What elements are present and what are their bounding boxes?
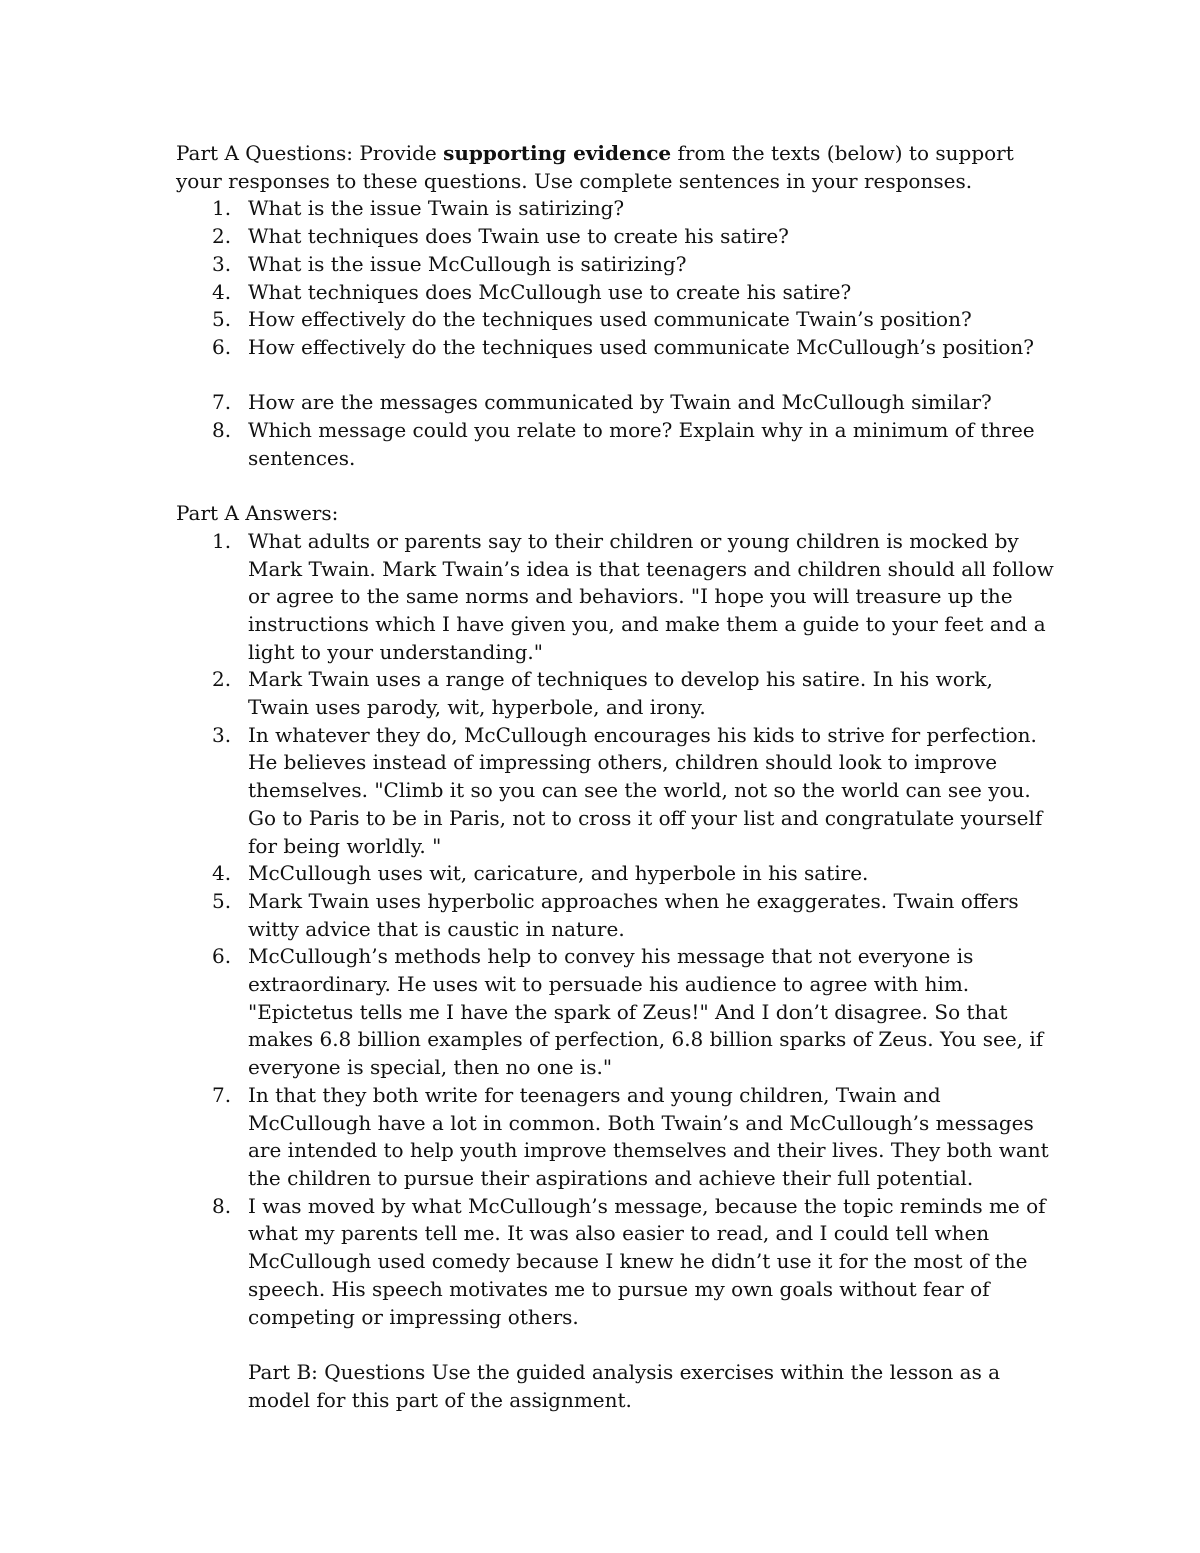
answer-text: Mark Twain uses hyperbolic approaches when he exaggerates. Twain offers witty advice that is caustic in nature. xyxy=(248,888,1019,941)
answer-text: McCullough uses wit, caricature, and hyperbole in his satire. xyxy=(248,861,869,886)
question-text: What is the issue Twain is satirizing? xyxy=(248,196,625,221)
question-text: How effectively do the techniques used communicate McCullough’s position? xyxy=(248,334,1034,359)
question-item xyxy=(176,251,1056,279)
intro-text-start: Part A Questions: Provide xyxy=(176,141,444,165)
question-text: What is the issue McCullough is satirizing? xyxy=(248,251,687,276)
answer-text: McCullough’s methods help to convey his message that not everyone is extraordinary. He uses wit to persuade his audience to agree with him. "Epictetus tells me I have the spark of Zeus!" And I don’t disagree. So that makes 6.8 billion examples of perfection, 6.8 billion sparks of Zeus. You see, if everyone is special, then no one is." xyxy=(248,944,1044,1080)
answer-item xyxy=(176,1193,1056,1332)
answer-text: In whatever they do, McCullough encourages his kids to strive for perfection. He believes instead of impressing others, children should look to improve themselves. "Climb it so you can see the world, not so the world can see you. Go to Paris to be in Paris, not to cross it off your list and congratulate yourself for being worldly. " xyxy=(248,722,1043,858)
part-a-answers-list xyxy=(176,528,1056,1331)
answer-item xyxy=(176,666,1056,721)
question-text: How effectively do the techniques used communicate Twain’s position? xyxy=(248,307,972,332)
question-text: What techniques does Twain use to create his satire? xyxy=(248,224,789,249)
section-spacer xyxy=(176,472,1056,500)
answer-item xyxy=(176,860,1056,888)
answer-number: 1. xyxy=(212,528,232,553)
part-a-questions-list xyxy=(176,195,1056,361)
intro-bold-text: supporting evidence xyxy=(443,141,672,165)
answer-item xyxy=(176,1082,1056,1193)
question-number: 1. xyxy=(212,196,232,221)
answer-item xyxy=(176,722,1056,861)
question-number: 3. xyxy=(212,251,232,276)
answer-number: 8. xyxy=(212,1193,232,1218)
question-text: What techniques does McCullough use to create his satire? xyxy=(248,279,852,304)
answer-text: I was moved by what McCullough’s message, because the topic reminds me of what my parents tell me. It was also easier to read, and I could tell when McCullough used comedy because I knew he didn’t use it for the most of the speech. His speech motivates me to pursue my own goals without fear of competing or impressing others. xyxy=(248,1193,1046,1329)
question-text: How are the messages communicated by Twain and McCullough similar? xyxy=(248,390,992,415)
answer-number: 6. xyxy=(212,944,232,969)
part-a-questions-intro xyxy=(176,140,1056,195)
answer-number: 2. xyxy=(212,667,232,692)
question-item xyxy=(176,195,1056,223)
answer-number: 5. xyxy=(212,888,232,913)
question-number: 4. xyxy=(212,279,232,304)
question-item xyxy=(176,417,1056,472)
answer-item xyxy=(176,528,1056,667)
question-number: 2. xyxy=(212,224,232,249)
question-item xyxy=(176,334,1056,362)
answer-number: 4. xyxy=(212,861,232,886)
question-item xyxy=(176,223,1056,251)
question-item xyxy=(176,306,1056,334)
list-spacer xyxy=(176,362,1056,390)
answer-number: 3. xyxy=(212,722,232,747)
answer-text: What adults or parents say to their children or young children is mocked by Mark Twain. Mark Twain’s idea is that teenagers and children should all follow or agree to the same norms and behaviors. "I hope you will treasure up the instructions which I have given you, and make them a guide to your feet and a light to your understanding." xyxy=(248,528,1054,664)
answer-number: 7. xyxy=(212,1082,232,1107)
part-a-questions-list-continued xyxy=(176,389,1056,472)
question-number: 8. xyxy=(212,418,232,443)
question-item xyxy=(176,389,1056,417)
question-number: 5. xyxy=(212,307,232,332)
intro-text-end: from the texts (below) to support your responses to these questions. Use complete sentences in your responses. xyxy=(176,141,1014,193)
question-text: Which message could you relate to more? Explain why in a minimum of three sentences. xyxy=(248,418,1035,470)
question-number: 7. xyxy=(212,390,232,415)
answer-text: Mark Twain uses a range of techniques to develop his satire. In his work, Twain uses parody, wit, hyperbole, and irony. xyxy=(248,667,993,720)
question-number: 6. xyxy=(212,334,232,359)
part-a-answers-heading: Part A Answers: xyxy=(176,501,339,526)
part-b-text: Part B: Questions Use the guided analysis exercises within the lesson as a model for this part of the assignment. xyxy=(248,1359,1001,1412)
document-page xyxy=(176,140,1056,1414)
answer-item xyxy=(176,888,1056,943)
answer-text: In that they both write for teenagers and young children, Twain and McCullough have a lot in common. Both Twain’s and McCullough’s messages are intended to help youth improve themselves and their lives. They both want the children to pursue their aspirations and achieve their full potential. xyxy=(248,1082,1049,1190)
answer-item xyxy=(176,943,1056,1082)
question-item xyxy=(176,279,1056,307)
